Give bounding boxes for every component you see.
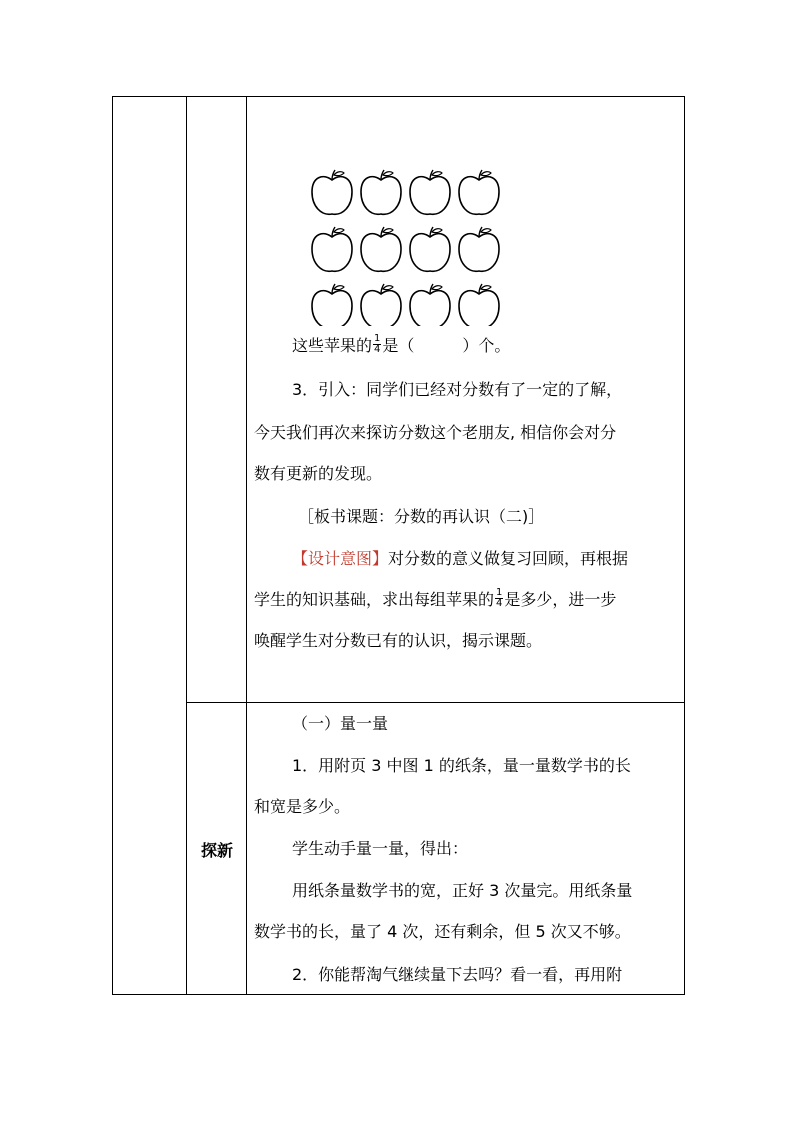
question-text-after: 是（ ）个。 <box>382 336 511 355</box>
fraction-numerator: 1 <box>496 587 503 598</box>
apple-icon <box>459 284 499 326</box>
item-2-line-1: 2．你能帮淘气继续量下去吗？看一看，再用附 <box>292 965 623 984</box>
board-title: ［板书课题：分数的再认识（二)］ <box>298 507 545 526</box>
fraction-numerator: 1 <box>374 333 381 344</box>
apple-icon <box>410 170 450 214</box>
apple-icon <box>312 284 352 326</box>
intro-line-1: 3．引入：同学们已经对分数有了一定的了解， <box>292 380 623 399</box>
fraction-one-quarter-2 <box>495 588 503 609</box>
apple-icon <box>410 284 450 326</box>
apple-icon <box>312 227 352 271</box>
item-1-line-1: 1．用附页 3 中图 1 的纸条，量一量数学书的长 <box>292 756 631 775</box>
table-border-top <box>112 96 685 97</box>
design-intent-text: 对分数的意义做复习回顾，再根据 <box>388 549 629 568</box>
design-intent-tag: 【设计意图】 <box>292 549 389 568</box>
section-label: 探新 <box>200 841 233 860</box>
apple-grid-figure <box>308 164 508 326</box>
apple-icon <box>361 170 401 214</box>
apple-icon <box>361 284 401 326</box>
design-text-before: 学生的知识基础，求出每组苹果的 <box>254 590 495 609</box>
fraction-denominator: 4 <box>374 344 381 355</box>
question-text-before: 这些苹果的 <box>292 336 373 355</box>
table-row-divider <box>186 702 685 703</box>
design-intent-line-2 <box>254 587 617 611</box>
intro-line-2: 今天我们再次来探访分数这个老朋友, 相信你会对分 <box>254 423 617 442</box>
item-1-line-2: 和宽是多少。 <box>254 797 351 816</box>
result-line-1: 用纸条量数学书的宽，正好 3 次量完。用纸条量 <box>292 881 633 900</box>
apple-question <box>292 333 511 357</box>
intro-line-3: 数有更新的发现。 <box>254 464 383 483</box>
fraction-one-quarter <box>373 334 381 355</box>
sub-heading: （一）量一量 <box>292 714 389 733</box>
result-line-2: 数学书的长，量了 4 次，还有剩余，但 5 次又不够。 <box>254 922 631 941</box>
apple-icon <box>410 227 450 271</box>
design-intent-line-1 <box>292 549 628 569</box>
table-border-bottom <box>112 994 685 995</box>
fraction-denominator: 4 <box>496 598 503 609</box>
apple-icon <box>459 227 499 271</box>
apple-icon <box>361 227 401 271</box>
table-border-right <box>684 96 685 995</box>
apple-icon <box>459 170 499 214</box>
students-line: 学生动手量一量，得出： <box>292 839 469 858</box>
table-border-left <box>112 96 113 995</box>
design-intent-line-3: 唤醒学生对分数已有的认识，揭示课题。 <box>254 631 543 650</box>
design-text-after: 是多少，进一步 <box>504 590 617 609</box>
apple-icon <box>312 170 352 214</box>
